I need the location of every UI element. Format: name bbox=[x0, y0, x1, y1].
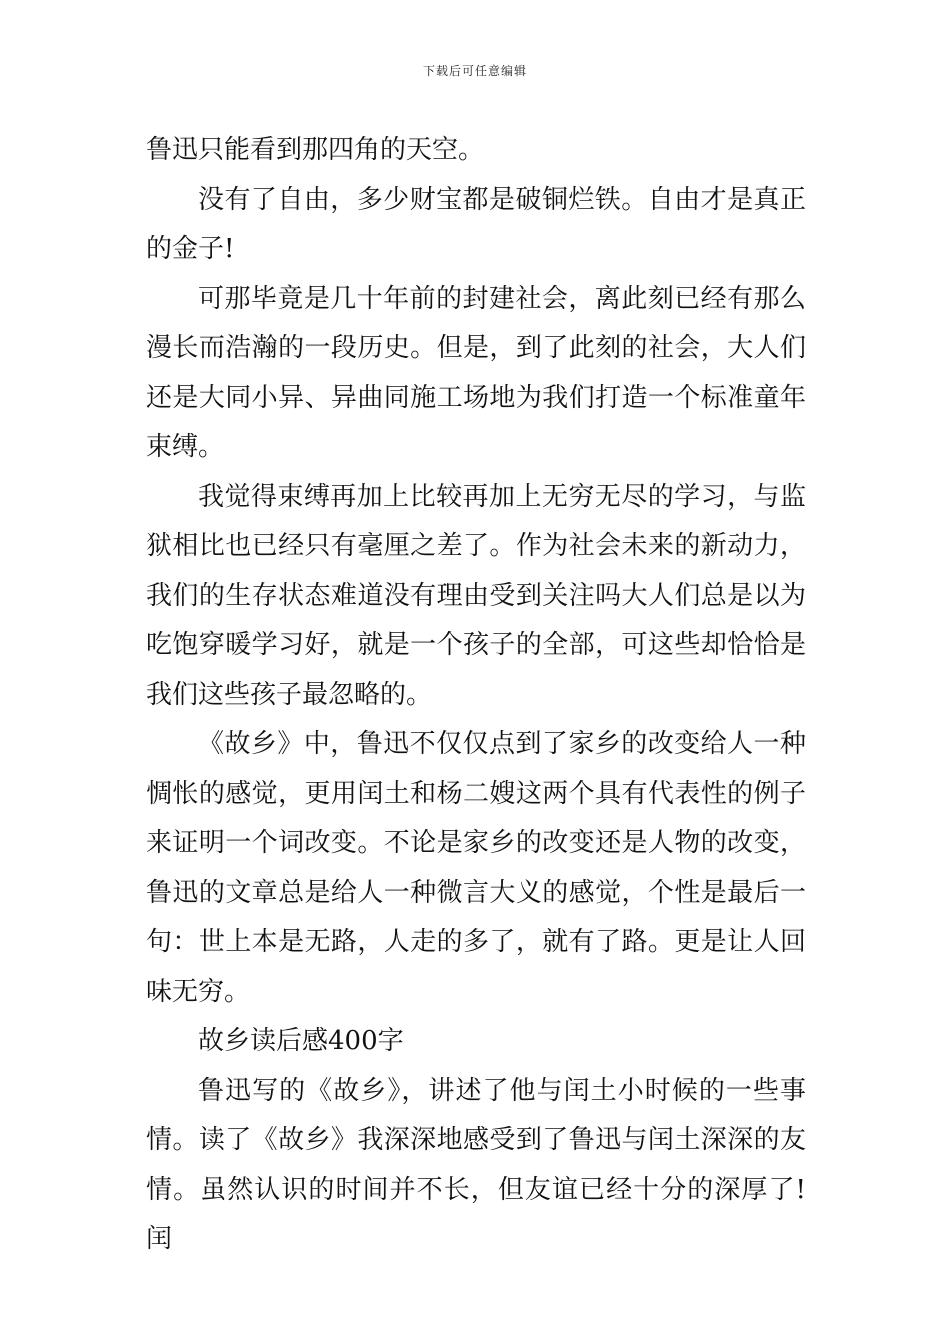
paragraph-continuation: 鲁迅只能看到那四角的天空。 bbox=[146, 135, 485, 165]
paragraph-constraint: 我觉得束缚再加上比较再加上无穷无尽的学习，与监狱相比也已经只有毫厘之差了。作为社会未来的新动力，我们的生存状态难道没有理由受到关注吗大人们总是以为吃饱穿暖学习好，就是一个孩子的全部，可这些却恰恰是我们这些孩子最忽略的。 bbox=[146, 481, 806, 710]
paragraph-friendship: 鲁迅写的《故乡》，讲述了他与闰土小时候的一些事情。读了《故乡》我深深地感受到了鲁迅与闰土深深的友情。虽然认识的时间并不长，但友谊已经十分的深厚了!闰 bbox=[146, 1075, 806, 1254]
paragraph-society: 可那毕竟是几十年前的封建社会，离此刻已经有那么漫长而浩瀚的一段历史。但是，到了此刻的社会，大人们还是大同小异、异曲同施工场地为我们打造一个标准童年束缚。 bbox=[146, 283, 806, 462]
header-note: 下载后可任意编辑 bbox=[422, 64, 527, 78]
paragraph-hometown: 《故乡》中，鲁迅不仅仅点到了家乡的改变给人一种惆怅的感觉，更用闰土和杨二嫂这两个具有代表性的例子来证明一个词改变。不论是家乡的改变还是人物的改变，鲁迅的文章总是给人一种微言大义的感觉，个性是最后一句：世上本是无路，人走的多了，就有了路。更是让人回味无穷。 bbox=[146, 729, 806, 1007]
section-heading: 故乡读后感400字 bbox=[198, 1026, 404, 1056]
paragraph-freedom: 没有了自由，多少财宝都是破铜烂铁。自由才是真正的金子! bbox=[146, 184, 806, 264]
document-body bbox=[146, 126, 806, 1265]
